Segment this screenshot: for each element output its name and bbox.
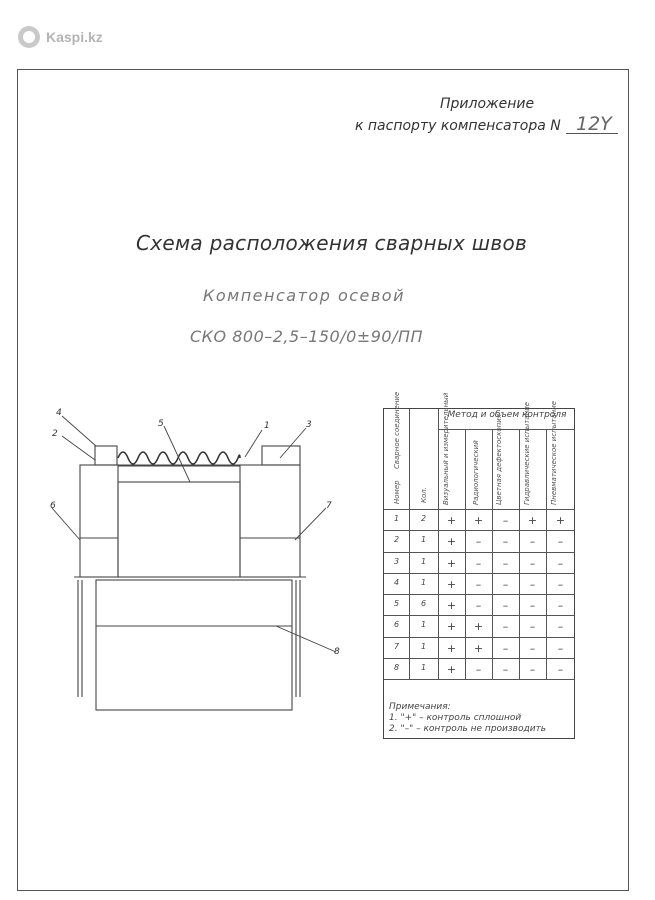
row-mark: – (529, 535, 536, 549)
kaspi-logo-icon (18, 26, 40, 48)
document-title: Схема расположения сварных швов (136, 231, 528, 255)
row-mark: – (529, 577, 536, 591)
row-qty: 1 (420, 577, 427, 587)
row-qty: 1 (420, 641, 427, 651)
row-mark: – (557, 535, 564, 549)
row-mark: – (475, 556, 482, 570)
method-radiology: Радиологический (472, 440, 480, 505)
row-mark: – (529, 620, 536, 634)
callout-4: 4 (56, 408, 62, 418)
row-number: 2 (393, 535, 400, 545)
weld-column-header: Сварное соединение (393, 391, 401, 469)
row-mark: – (475, 662, 482, 676)
row-qty: 1 (420, 556, 427, 566)
passport-label: к паспорту компенсатора N (355, 118, 561, 134)
row-mark: – (475, 577, 482, 591)
method-group-header: Метод и объем контроля (447, 410, 567, 420)
row-mark: – (529, 662, 536, 676)
table-row-divider (384, 594, 575, 595)
table-row-divider (384, 552, 575, 553)
row-mark: – (502, 641, 509, 655)
note-1: 1. "+" – контроль сплошной (389, 713, 522, 723)
watermark-brand: Kaspi.kz (46, 29, 103, 45)
method-hydraulic: Гидравлические испытание (523, 401, 531, 505)
number-column-header: Номер (393, 480, 401, 504)
method-pneumatic: Пневматическое испытание (550, 400, 558, 505)
row-qty: 1 (420, 535, 427, 545)
table-row-divider (384, 658, 575, 659)
row-mark: + (446, 514, 457, 527)
left-flange (80, 465, 118, 577)
row-mark: + (446, 641, 457, 655)
row-mark: – (502, 620, 509, 634)
row-number: 4 (393, 577, 400, 587)
row-qty: 1 (420, 620, 427, 630)
row-mark: – (529, 556, 536, 570)
callout-1a: 1 (264, 421, 270, 431)
callout-6: 6 (50, 501, 56, 511)
notes-title: Примечания: (389, 702, 451, 712)
right-flange (240, 465, 300, 577)
kaspi-watermark (18, 26, 103, 48)
row-mark: – (557, 662, 564, 676)
table-row-divider (384, 637, 575, 638)
callout-8: 8 (334, 647, 340, 657)
table-row-divider (384, 679, 575, 680)
method-visual: Визуальный и измерительный (442, 392, 450, 505)
row-mark: + (473, 641, 484, 655)
row-mark: – (502, 599, 509, 612)
row-mark: + (555, 514, 566, 527)
callout-2: 2 (52, 429, 58, 439)
row-number: 1 (393, 514, 400, 523)
passport-number-underline (566, 133, 618, 134)
row-mark: + (446, 662, 457, 676)
row-mark: – (502, 577, 509, 591)
callout-3: 3 (306, 420, 312, 430)
outer-pipe (96, 580, 292, 710)
row-mark: + (473, 514, 484, 527)
row-mark: + (527, 514, 538, 527)
row-mark: – (502, 535, 509, 549)
row-mark: – (557, 641, 564, 655)
passport-number: 12Y (576, 113, 612, 135)
method-color-defect: Цветная дефектоскопия (495, 414, 503, 505)
table-row-divider (384, 615, 575, 616)
model-designation: СКО 800–2,5–150/0±90/ПП (190, 327, 424, 346)
row-mark: – (557, 620, 564, 634)
row-mark: – (557, 599, 564, 612)
table-row-divider (384, 573, 575, 574)
row-number: 7 (393, 641, 400, 651)
row-mark: – (502, 662, 509, 676)
row-mark: – (502, 514, 509, 527)
row-mark: + (446, 599, 457, 612)
row-mark: – (557, 556, 564, 570)
row-number: 5 (393, 599, 400, 608)
callout-7: 7 (326, 501, 332, 511)
callout-5: 5 (158, 419, 164, 429)
appendix-label: Приложение (440, 96, 535, 112)
row-qty: 1 (420, 662, 427, 672)
row-number: 8 (393, 662, 400, 672)
qty-column-header: Кол. (420, 487, 428, 503)
compensator-drawing (40, 400, 350, 720)
row-qty: 6 (420, 599, 427, 608)
row-mark: – (475, 599, 482, 612)
row-mark: – (502, 556, 509, 570)
row-mark: + (446, 535, 457, 549)
weld-control-table (383, 391, 575, 739)
row-number: 6 (393, 620, 400, 630)
row-mark: – (529, 599, 536, 612)
row-mark: – (529, 641, 536, 655)
row-mark: – (475, 535, 482, 549)
row-mark: + (446, 556, 457, 570)
note-2: 2. "–" – контроль не производить (389, 724, 547, 734)
table-row-divider (384, 530, 575, 531)
document-subtitle: Компенсатор осевой (203, 286, 405, 305)
row-mark: – (557, 577, 564, 591)
row-number: 3 (393, 556, 400, 566)
row-mark: + (446, 577, 457, 591)
row-mark: + (473, 620, 484, 634)
row-mark: + (446, 620, 457, 634)
row-qty: 2 (420, 514, 427, 523)
